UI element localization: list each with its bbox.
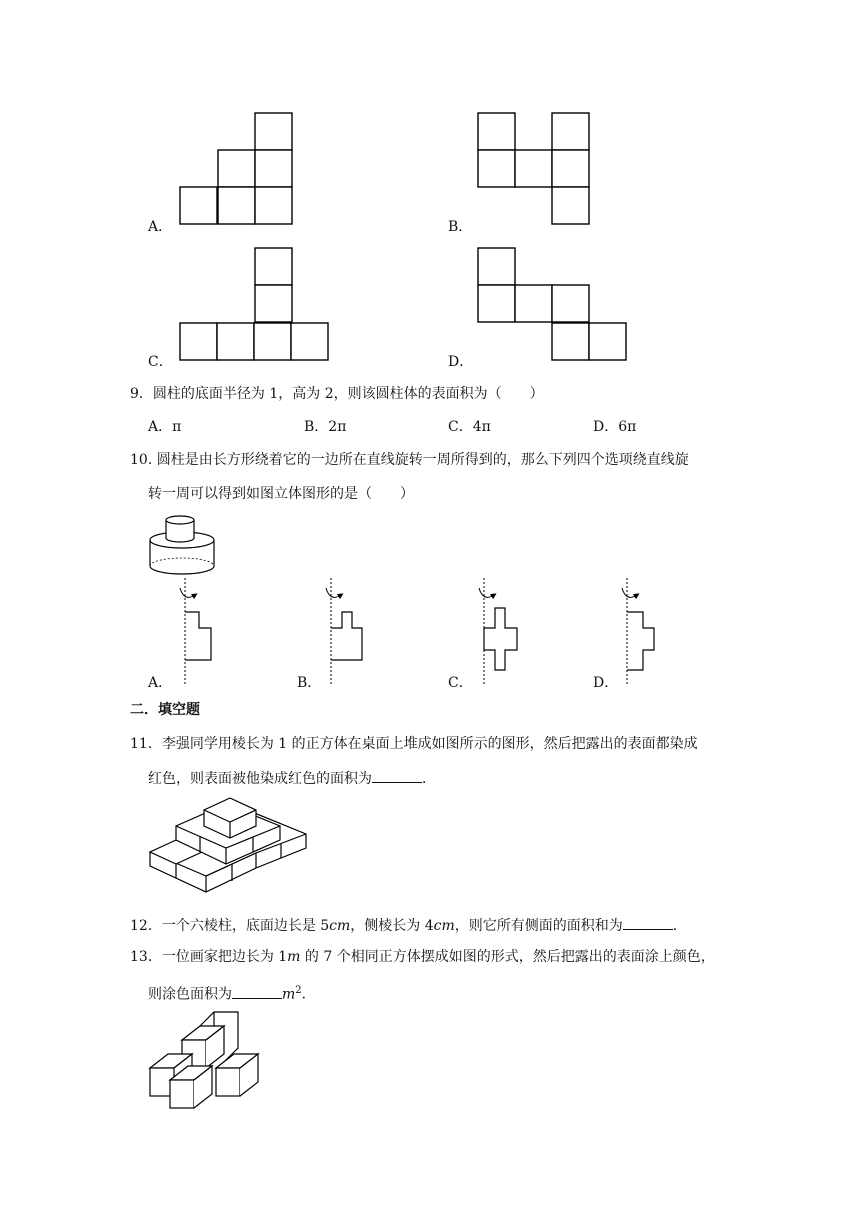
q9-option-d: D．6π (593, 419, 637, 435)
q13-unit: m (287, 949, 301, 965)
q11-line2-text: 红色，则表面被他染成红色的面积为 (148, 771, 372, 787)
option-c-label: C． (148, 354, 173, 370)
q12-text-3: ，则它所有侧面的面积和为 (454, 918, 623, 934)
q13-text-3: 则涂色面积为 (148, 986, 232, 1003)
q9-stem: 9．圆柱的底面半径为 1，高为 2，则该圆柱体的表面积为（ ） (130, 386, 544, 402)
option-a-label: A． (148, 219, 173, 235)
q9-option-b: B．2π (304, 419, 347, 435)
q13-superscript: 2 (295, 985, 302, 996)
q9-option-a: A．π (148, 419, 182, 435)
q10-stem-line2: 转一周可以得到如图立体图形的是（ ） (148, 486, 414, 502)
q10-option-d: D． (593, 675, 619, 691)
q10-option-b: B． (297, 675, 322, 691)
q13-text-end: ． (301, 986, 316, 1003)
q12-text-1: 12．一个六棱柱，底面边长是 5 (130, 918, 330, 934)
q12-text-end: ． (672, 918, 687, 934)
q13-text-1: 13．一位画家把边长为 1 (130, 949, 288, 965)
q11-line1: 11．李强同学用棱长为 1 的正方体在桌面上堆成如图所示的图形，然后把露出的表面都染成 (130, 736, 698, 752)
q9-option-c: C．4π (448, 419, 491, 435)
option-b-label: B． (448, 219, 473, 235)
option-d-label: D． (448, 354, 474, 370)
q12-unit-2: cm (433, 918, 455, 934)
q13-unit-2: m (282, 986, 296, 1003)
q12-unit-1: cm (329, 918, 351, 934)
q10-option-c: C． (448, 675, 473, 691)
q13-text-2: 的 7 个相同正方体摆成如图的形式，然后把露出的表面涂上颜色， (300, 949, 715, 965)
q12-text-2: ，侧棱长为 4 (350, 918, 434, 934)
q11-line2-end: ． (422, 771, 436, 787)
q10-stem-line1: 10. 圆柱是由长方形绕着它的一边所在直线旋转一周所得到的，那么下列四个选项绕直线旋 (130, 452, 689, 468)
section-title: 二．填空题 (130, 702, 200, 718)
q10-option-a: A． (148, 675, 173, 691)
